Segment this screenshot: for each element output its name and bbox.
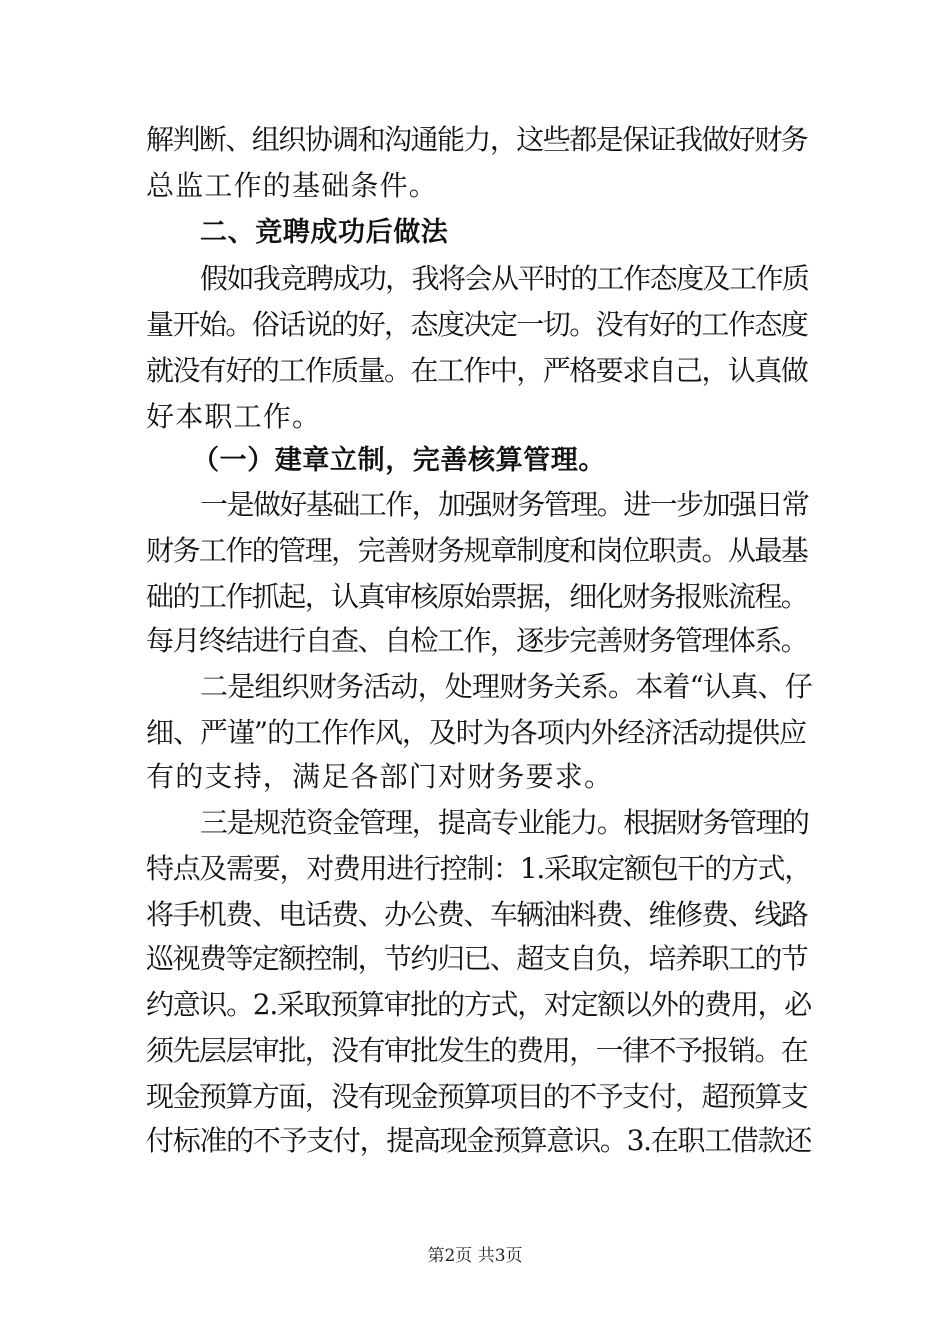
paragraph-line: 现金预算方面，没有现金预算项目的不予支付，超预算支: [146, 1080, 808, 1113]
paragraph-line: 细、严谨”的工作作风，及时为各项内外经济活动提供应: [146, 716, 807, 749]
page-footer: 第2页 共3页: [427, 1246, 523, 1266]
paragraph-line: 假如我竞聘成功，我将会从平时的工作态度及工作质: [200, 262, 809, 295]
paragraph-line: 巡视费等定额控制，节约归已、超支自负，培养职工的节: [146, 942, 808, 975]
paragraph-line: 总监工作的基础条件。: [146, 169, 439, 202]
paragraph-line: 好本职工作。: [146, 400, 322, 433]
paragraph-line: 有的支持，满足各部门对财务要求。: [146, 760, 614, 793]
section-heading: 二、竞聘成功后做法: [200, 217, 449, 248]
paragraph-line: 二是组织财务活动，处理财务关系。本着“认真、仔: [200, 670, 812, 703]
paragraph-line: 础的工作抓起，认真审核原始票据，细化财务报账流程。: [146, 580, 808, 613]
paragraph-line: 须先层层审批，没有审批发生的费用，一律不予报销。在: [146, 1034, 808, 1067]
paragraph-line: 每月终结进行自查、自检工作，逐步完善财务管理体系。: [146, 624, 808, 657]
paragraph-line: 将手机费、电话费、办公费、车辆油料费、维修费、线路: [146, 898, 808, 931]
paragraph-line: 付标准的不予支付，提高现金预算意识。3.在职工借款还: [146, 1124, 811, 1157]
paragraph-line: 就没有好的工作质量。在工作中，严格要求自己，认真做: [146, 354, 808, 387]
paragraph-line: 三是规范资金管理，提高专业能力。根据财务管理的: [200, 806, 809, 839]
paragraph-line: 约意识。2.采取预算审批的方式，对定额以外的费用，必: [146, 988, 811, 1021]
subsection-heading: （一）建章立制，完善核算管理。: [192, 445, 606, 476]
paragraph-line: 解判断、组织协调和沟通能力，这些都是保证我做好财务: [146, 123, 808, 156]
paragraph-line: 财务工作的管理，完善财务规章制度和岗位职责。从最基: [146, 534, 808, 567]
paragraph-line: 量开始。俗话说的好，态度决定一切。没有好的工作态度: [146, 308, 808, 341]
paragraph-line: 一是做好基础工作，加强财务管理。进一步加强日常: [200, 488, 809, 521]
paragraph-line: 特点及需要，对费用进行控制：1.采取定额包干的方式，: [146, 852, 811, 885]
